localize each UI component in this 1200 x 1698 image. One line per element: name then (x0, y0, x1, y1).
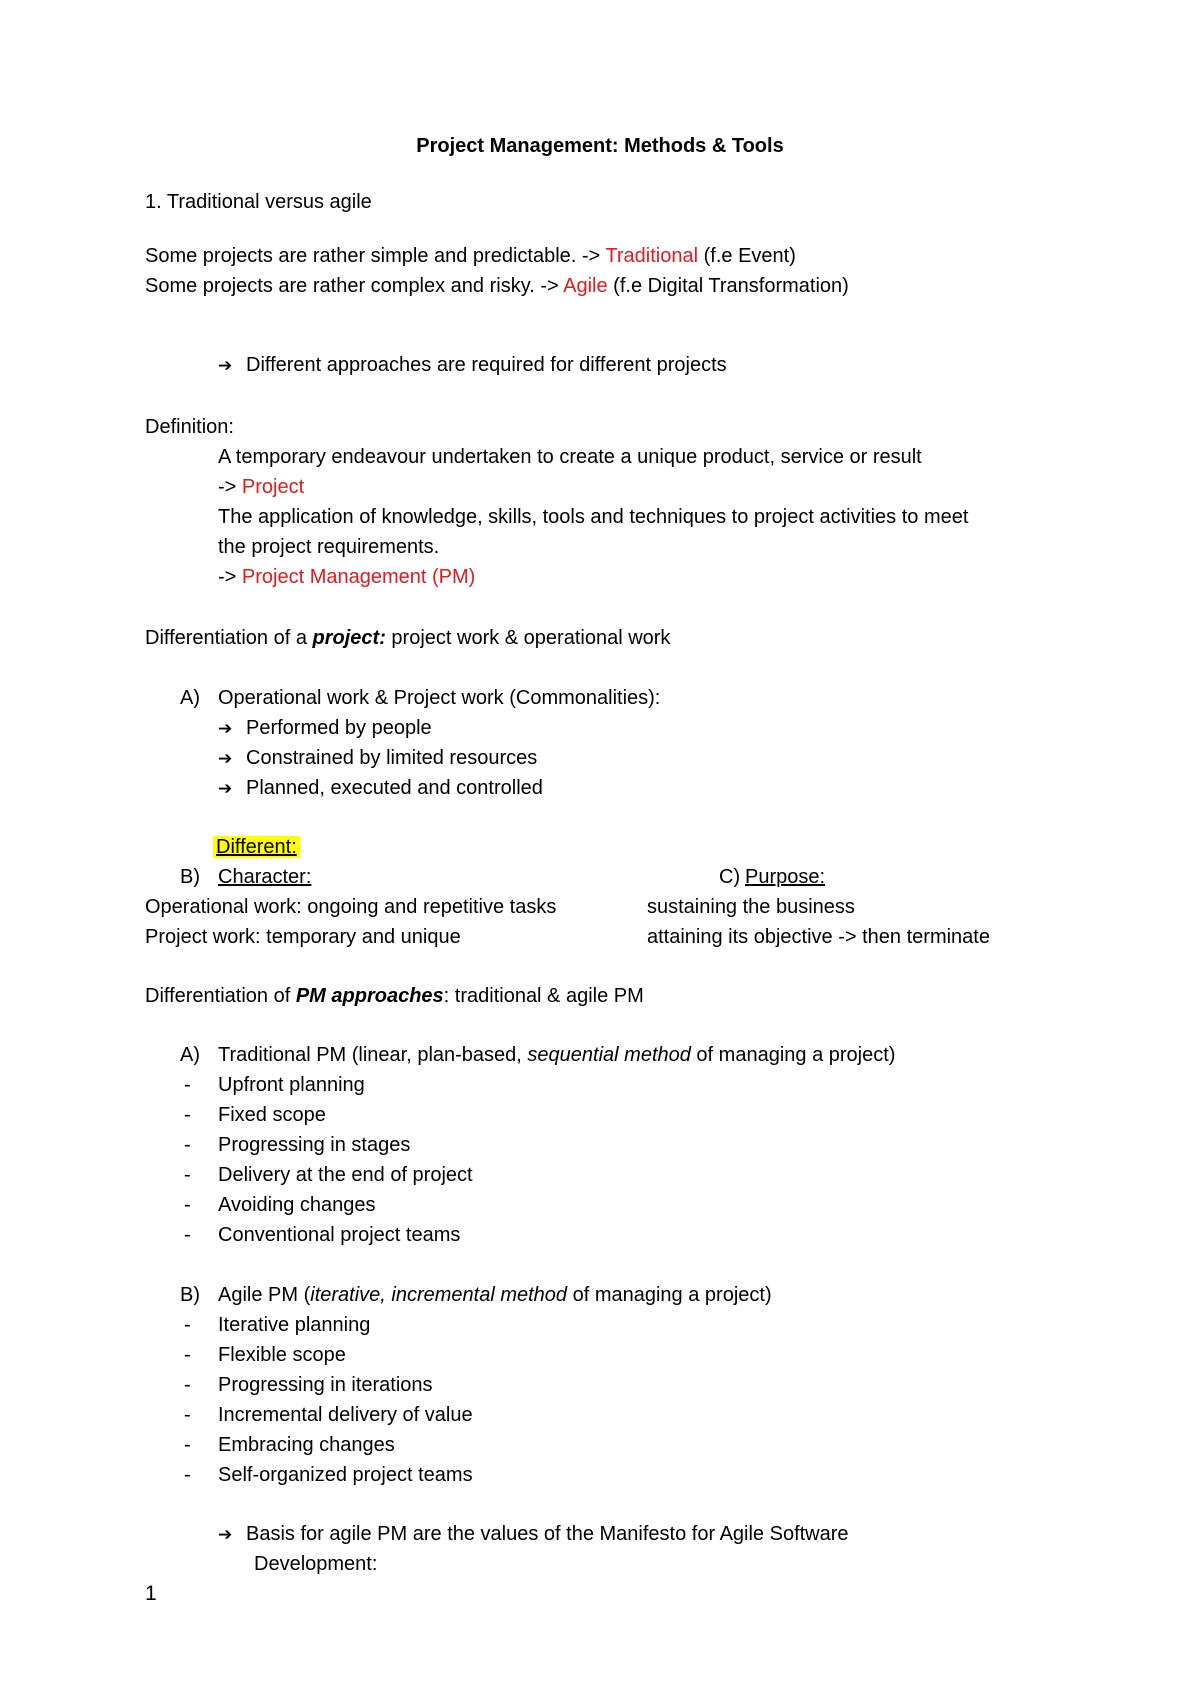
project-term: Project (241, 476, 305, 498)
heading-emphasis: iterative, incremental method (310, 1284, 568, 1306)
purpose-label: Purpose: (745, 866, 826, 888)
comparison-row-right: sustaining the business (647, 896, 855, 918)
agile-keyword: Agile (563, 275, 608, 297)
definition-pm-text-line1: The application of knowledge, skills, tools and techniques to project activities to meet (218, 506, 969, 528)
conclusion-different-approaches (218, 353, 727, 378)
list-dash: - (184, 1224, 191, 1246)
definition-project-term (218, 475, 304, 499)
agile-heading: Agile PM (iterative, incremental method of managing a project) (218, 1284, 772, 1306)
different-label (213, 835, 300, 859)
definition-label: Definition: (145, 416, 234, 438)
traditional-item: Conventional project teams (218, 1224, 461, 1246)
list-dash: - (184, 1344, 191, 1366)
comparison-row-right: attaining its objective -> then terminate (647, 926, 990, 948)
commonalities-heading: Operational work & Project work (Commonalities): (218, 687, 661, 709)
page-number: 1 (145, 1582, 157, 1605)
pm-term: Project Management (PM) (241, 566, 476, 588)
right-arrow-icon: ➔ (218, 749, 233, 769)
list-dash: - (184, 1464, 191, 1486)
different-highlight: Different: (213, 836, 300, 858)
traditional-item: Fixed scope (218, 1104, 326, 1126)
right-arrow-icon: ➔ (218, 1525, 233, 1545)
agile-item: Iterative planning (218, 1314, 371, 1336)
intro-example: (f.e Digital Transformation) (607, 275, 849, 297)
list-dash: - (184, 1404, 191, 1426)
definition-pm-term (218, 565, 475, 589)
list-dash: - (184, 1434, 191, 1456)
heading-text: Differentiation of a (145, 627, 313, 649)
traditional-item: Avoiding changes (218, 1194, 376, 1216)
list-dash: - (184, 1104, 191, 1126)
list-dash: - (184, 1374, 191, 1396)
agile-item: Progressing in iterations (218, 1374, 433, 1396)
agile-marker: B) (180, 1284, 200, 1306)
agile-item: Embracing changes (218, 1434, 395, 1456)
list-dash: - (184, 1194, 191, 1216)
list-dash: - (184, 1314, 191, 1336)
traditional-item: Upfront planning (218, 1074, 365, 1096)
character-label: Character: (218, 866, 312, 888)
list-dash: - (184, 1164, 191, 1186)
heading-text: : traditional & agile PM (443, 985, 644, 1007)
character-marker: B) (180, 866, 200, 888)
right-arrow-icon: ➔ (218, 719, 233, 739)
agile-item: Flexible scope (218, 1344, 346, 1366)
intro-text: Some projects are rather simple and predictable. -> (145, 245, 606, 267)
comparison-row-left: Project work: temporary and unique (145, 926, 461, 948)
list-dash: - (184, 1074, 191, 1096)
traditional-marker: A) (180, 1044, 200, 1066)
heading-emphasis: PM approaches (295, 985, 444, 1007)
agile-item: Self-organized project teams (218, 1464, 473, 1486)
commonalities-marker: A) (180, 687, 200, 709)
differentiation-project-heading (145, 626, 670, 650)
heading-emphasis: project: (312, 627, 386, 649)
commonality-item: ➔ Performed by people (218, 717, 432, 739)
heading-text: project work & operational work (385, 627, 671, 649)
traditional-keyword: Traditional (605, 245, 699, 267)
document-title: Project Management: Methods & Tools (416, 135, 784, 157)
traditional-item: Progressing in stages (218, 1134, 411, 1156)
comparison-row-left: Operational work: ongoing and repetitive tasks (145, 896, 557, 918)
heading-emphasis: sequential method (527, 1044, 691, 1066)
right-arrow-icon: ➔ (218, 779, 233, 799)
traditional-item: Delivery at the end of project (218, 1164, 473, 1186)
conclusion-text: Different approaches are required for different projects (246, 354, 727, 376)
heading-text: Differentiation of (145, 985, 296, 1007)
intro-line-traditional (145, 244, 796, 268)
conclusion-text: Basis for agile PM are the values of the Manifesto for Agile Software (246, 1523, 849, 1545)
commonality-item: ➔ Constrained by limited resources (218, 747, 538, 769)
intro-line-agile (145, 274, 849, 298)
intro-text: Some projects are rather complex and risky. -> (145, 275, 564, 297)
list-dash: - (184, 1134, 191, 1156)
section-heading: 1. Traditional versus agile (145, 191, 372, 213)
traditional-heading: Traditional PM (linear, plan-based, sequential method of managing a project) (218, 1044, 896, 1066)
intro-example: (f.e Event) (698, 245, 796, 267)
agile-item: Incremental delivery of value (218, 1404, 473, 1426)
conclusion-manifesto-line1 (218, 1522, 849, 1547)
conclusion-manifesto-line2: Development: (254, 1553, 378, 1575)
right-arrow-icon: ➔ (218, 356, 233, 376)
commonality-item: ➔ Planned, executed and controlled (218, 777, 543, 799)
definition-pm-text-line2: the project requirements. (218, 536, 440, 558)
arrow-text: -> (218, 476, 242, 498)
arrow-text: -> (218, 566, 242, 588)
purpose-marker: C) (719, 866, 741, 888)
definition-project-text: A temporary endeavour undertaken to create a unique product, service or result (218, 446, 922, 468)
differentiation-pm-heading (145, 984, 644, 1008)
